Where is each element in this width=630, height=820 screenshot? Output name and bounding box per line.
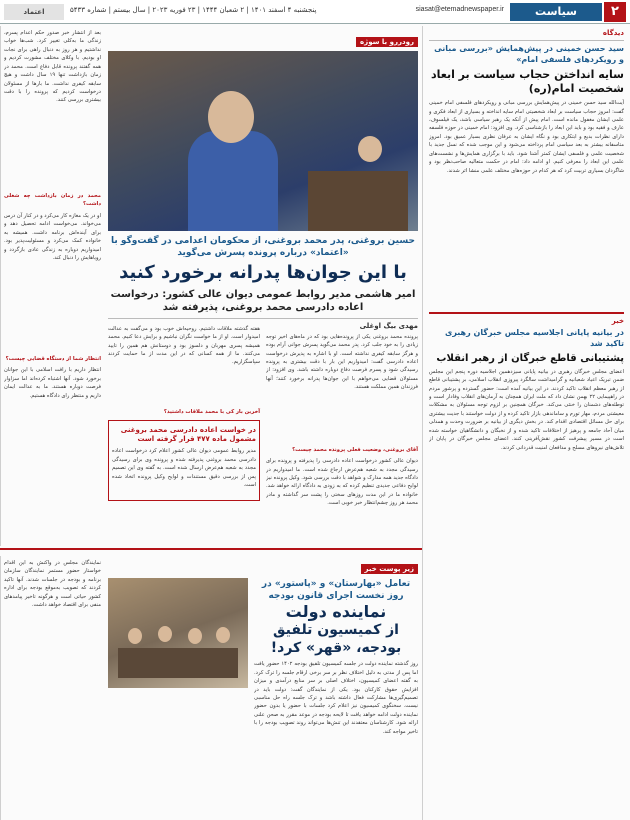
story-lead: حسین بروغنی، پدر محمد بروغنی، از محکومان اعدامی در گفت‌وگو با «اعتماد» درباره پرونده پسرش می‌گوید (111, 236, 415, 259)
article-body-2: اعضای مجلس خبرگان رهبری در بیانیه پایانی سیزدهمین اجلاسیه دوره پنجم این مجلس ضمن تبریک اعیاد شعبانیه و گرامیداشت سالگرد پیروزی انقلاب اسلامی، بر پشتیبانی قاطع از رهبر معظم انقلاب تاکید کردند. در این بیانیه آمده است: حضور گسترده و پرشور مردم در راهپیمایی ۲۲ بهمن نشان داد که ملت ایران همچنان به آرمان‌های انقلاب وفادار است و توطئه‌های دشمنان را خنثی می‌کند. خبرگان همچنین بر لزوم توجه مسئولان به مشکلات معیشتی مردم، مهار تورم و ساماندهی بازار تاکید کرده و از دولت خواستند با جدیت بیشتری برای حل مسائل اقتصادی اقدام کند. در بخش دیگری از بیانیه بر ضرورت وحدت و همدلی میان آحاد جامعه و پرهیز از اختلافات تاکید شده و از نخبگان و دانشگاهیان خواسته شده است در مسیر پیشرفت کشور نقش‌آفرینی کنند. اعضای مجلس خبرگان در پایان از تلاش‌های نیروهای مسلح و مدافعان امنیت قدردانی کردند. (429, 368, 624, 451)
news-tag: خبر (611, 317, 624, 326)
info-box (108, 420, 260, 501)
bottom-layout (108, 578, 418, 820)
desk-shape (308, 171, 408, 231)
story-body-b: دیوان عالی کشور درخواست اعاده دادرسی را پذیرفته و پرونده برای رسیدگی مجدد به شعبه هم‌عرض ارجاع شده است. ما امیدواریم در دادگاه جدید همه مدارک و شواهد با دقت بررسی شود. وکیل پرونده نیز لوایح دفاعی جدیدی تنظیم کرده که به زودی به دادگاه ارائه خواهد شد. خانواده ما در این مدت روزهای سختی را پشت سر گذاشته و مادر محمد هر روز چشم‌انتظار خبر خوبی است. (266, 458, 418, 507)
divider (429, 312, 624, 314)
defendant-figure (188, 131, 278, 231)
left-question-1: محمد در زمان بازداشت چه شغلی داشت؟ (4, 193, 101, 208)
bottom-headline: نماینده دولت (285, 602, 387, 622)
story-body-c: هفته گذشته ملاقات داشتیم. روحیه‌اش خوب بود و می‌گفت به عدالت امیدوار است. او از ما خواست نگران نباشیم و برایش دعا کنیم. محمد همیشه پسری مهربان و دلسوز بود و دوستانش هم همین را تایید می‌کنند. ما از همه کسانی که در این مدت از ما حمایت کردند سپاسگزاریم. (108, 325, 260, 366)
bottom-kicker: زیر پوست خبر (361, 564, 418, 574)
left-question-2: انتظار شما از دستگاه قضایی چیست؟ (5, 355, 101, 362)
opinion-tag: دیدگاه (602, 29, 624, 37)
question-1: آقای بروغنی، وضعیت فعلی پرونده محمد چیست؟ (292, 446, 418, 453)
court-photo (108, 51, 418, 231)
question-2: آخرین بار کی با محمد ملاقات داشتید؟ (163, 408, 260, 415)
bottom-left-body: نمایندگان مجلس در واکنش به این اقدام خواستار حضور مستمر نمایندگان سازمان برنامه و بودجه در جلسات شدند. آنها تاکید کردند که تصویب به‌موقع بودجه برای اداره کشور حیاتی است و هرگونه تاخیر پیامدهای منفی برای اقتصاد خواهد داشت. (4, 560, 101, 609)
article-headline-2: پشتیبانی قاطع خبرگان از رهبر انقلاب (436, 352, 624, 364)
divider (108, 318, 418, 319)
article-body: آیت‌الله سید حسن خمینی در پیش‌همایش بررسی مبانی و رویکردهای فلسفی امام خمینی گفت: امروز حجاب سیاست بر ابعاد شخصیتی امام سایه انداخته و بسیاری از ابعاد فکری و علمی ایشان مغفول مانده است. امام پیش از آنکه یک رهبر سیاسی باشد، یک فیلسوف، عارف و فقیه بود و باید این ابعاد را بازشناسی کرد. وی افزود: امام خمینی در حوزه فلسفه دارای نظرات بدیع و ابتکاری بود و نگاه ایشان به عرفان نظری بسیار عمیق بود. امروز متاسفانه بیشتر به بعد سیاسی امام پرداخته می‌شود و این موجب شده که نسل جدید با شخصیت علمی و فلسفی ایشان کمتر آشنا شود. باید با برگزاری همایش‌ها و نشست‌های علمی این ابعاد را معرفی کنیم. او ادامه داد: امام در حکمت متعالیه صاحب‌نظر بود و شاگردان بسیاری تربیت کرد که هر کدام در حوزه‌های مختلف علمی منشا اثر شدند. (429, 100, 624, 174)
bottom-center (104, 556, 422, 820)
left-body-2: او در یک مغازه کار می‌کرد و در کنار آن درس می‌خواند. می‌خواست ادامه تحصیل دهد و برای آینده‌اش برنامه داشت. همیشه به خانواده کمک می‌کرد و مسئولیت‌پذیر بود. امیدواریم دوباره به زندگی عادی بازگردد و رویاهایش را دنبال کند. (4, 212, 101, 261)
right-column (422, 26, 630, 820)
section-email[interactable]: siasat@etemadnewspaper.ir (415, 6, 504, 13)
story-body-a: پرونده محمد بروغنی یکی از پرونده‌هایی بود که در ماه‌های اخیر توجه زیادی را به خود جلب کرد. پدر محمد می‌گوید پسرش جوانی آرام بوده و هرگز سابقه کیفری نداشته است. او با اشاره به پذیرش درخواست اعاده دادرسی گفت: امیدواریم این بار با دقت بیشتری به پرونده رسیدگی شود و پسرم فرصت دفاع دوباره داشته باشد. وی افزود: از مسئولان قضایی می‌خواهم با این جوان‌ها پدرانه برخورد کنند؛ آنها فرزندان همین مملکت هستند. (266, 333, 418, 391)
left-body-3: انتظار داریم با رافت اسلامی با این جوانان برخورد شود. آنها اشتباه کرده‌اند اما سزاوار فرصت دوباره هستند. ما به عدالت ایمان داریم و منتظر رای دادگاه هستیم. (4, 367, 101, 399)
story-col-2 (108, 322, 260, 527)
story-col-1 (266, 322, 418, 527)
date-line: پنجشنبه ۴ اسفند ۱۴۰۱ | ۲ شعبان ۱۴۴۴ | ۲۳ فوریه ۲۰۲۳ | سال بیستم | شماره ۵۴۳۳ (70, 6, 317, 14)
left-body-1: بعد از انتشار خبر صدور حکم اعدام پسرم، زندگی ما به‌کلی تغییر کرد. شب‌ها خواب نداشتیم و هر روز به دنبال راهی برای نجات او بودیم. با وکلای مختلف مشورت کردیم و همه گفتند پرونده قابل دفاع است. محمد در زمان بازداشت تنها ۱۹ سال داشت و هیچ سابقه کیفری نداشت. ما بارها از مسئولان درخواست کردیم که پرونده را با دقت بیشتری بررسی کنند. (4, 30, 101, 104)
story-kicker: رودررو با سوژه (356, 37, 418, 47)
parliament-photo (108, 578, 248, 688)
bottom-headline-2: از کمیسیون تلفیق بودجه، «قهر» کرد! (270, 622, 402, 656)
person-1 (128, 628, 142, 644)
table-shape (118, 648, 238, 678)
defendant-face (208, 91, 254, 143)
person-2 (158, 626, 172, 642)
bottom-body: روز گذشته نماینده دولت در جلسه کمیسیون تلفیق بودجه ۱۴۰۲ حضور یافت اما پس از مدتی به دلیل اختلاف نظر بر سر برخی ارقام جلسه را ترک کرد. به گفته اعضای کمیسیون، اختلاف اصلی بر سر منابع درآمدی و میزان افزایش حقوق کارکنان بود. یکی از نمایندگان گفت: دولت باید در تصمیم‌گیری‌ها مشارکت فعال داشته باشد و ترک جلسه راه حل مناسبی نیست. سخنگوی کمیسیون نیز اعلام کرد جلسات با حضور یا بدون حضور نماینده دولت ادامه خواهد یافت تا لایحه بودجه در موعد مقرر به صحن علنی ارائه شود. کارشناسان معتقدند این تنش‌ها می‌تواند روند تصویب بودجه را با تاخیر مواجه کند. (254, 661, 418, 735)
byline: مهدی بیگ اوغلی (359, 321, 418, 330)
info-box-text: مدیر روابط عمومی دیوان عالی کشور اعلام کرد درخواست اعاده دادرسی محمد بروغنی پذیرفته شده و پرونده وی برای رسیدگی مجدد به شعبه هم‌عرض ارسال شده است. به گفته وی این تصمیم پس از بررسی دقیق مستندات و لوایح وکیل پرونده اتخاذ شده است. (112, 448, 256, 489)
page-number: ۲ (604, 2, 626, 22)
story-columns (108, 322, 418, 527)
judge-face (358, 136, 382, 162)
article-headline: سایه انداختن حجاب سیاست بر ابعاد شخصیت امام(ره) (430, 67, 624, 95)
bottom-story (0, 548, 422, 820)
person-3 (188, 628, 202, 644)
story-subheadline: امیر هاشمی مدیر روابط عمومی دیوان عالی کشور: درخواست اعاده دادرسی محمد بروغنی، پذیرفته شد (110, 288, 416, 314)
bottom-lead: تعامل «بهارستان» و «پاستور» در روز نخست اجرای قانون بودجه (261, 579, 411, 602)
info-box-title: در خواست اعاده دادرسی محمد بروغنی مشمول ماده ۴۷۷ قرار گرفته است (120, 426, 256, 444)
person-4 (216, 627, 230, 643)
article-lead-2: در بیانیه پایانی اجلاسیه مجلس خبرگان رهبری تاکید شد (444, 328, 624, 348)
page-header (0, 0, 630, 24)
newspaper-logo: اعتماد (4, 4, 64, 20)
bottom-text-side (254, 578, 418, 820)
left-column (0, 26, 104, 546)
section-title: سیاست (510, 3, 602, 21)
bottom-left (0, 556, 104, 820)
article-lead: سید حسن خمینی در پیش‌همایش «بررسی مبانی و رویکردهای فلسفی امام» (434, 44, 624, 64)
divider (429, 40, 624, 41)
center-column (104, 26, 422, 546)
story-headline: با این جوان‌ها پدرانه برخورد کنید (119, 262, 407, 284)
